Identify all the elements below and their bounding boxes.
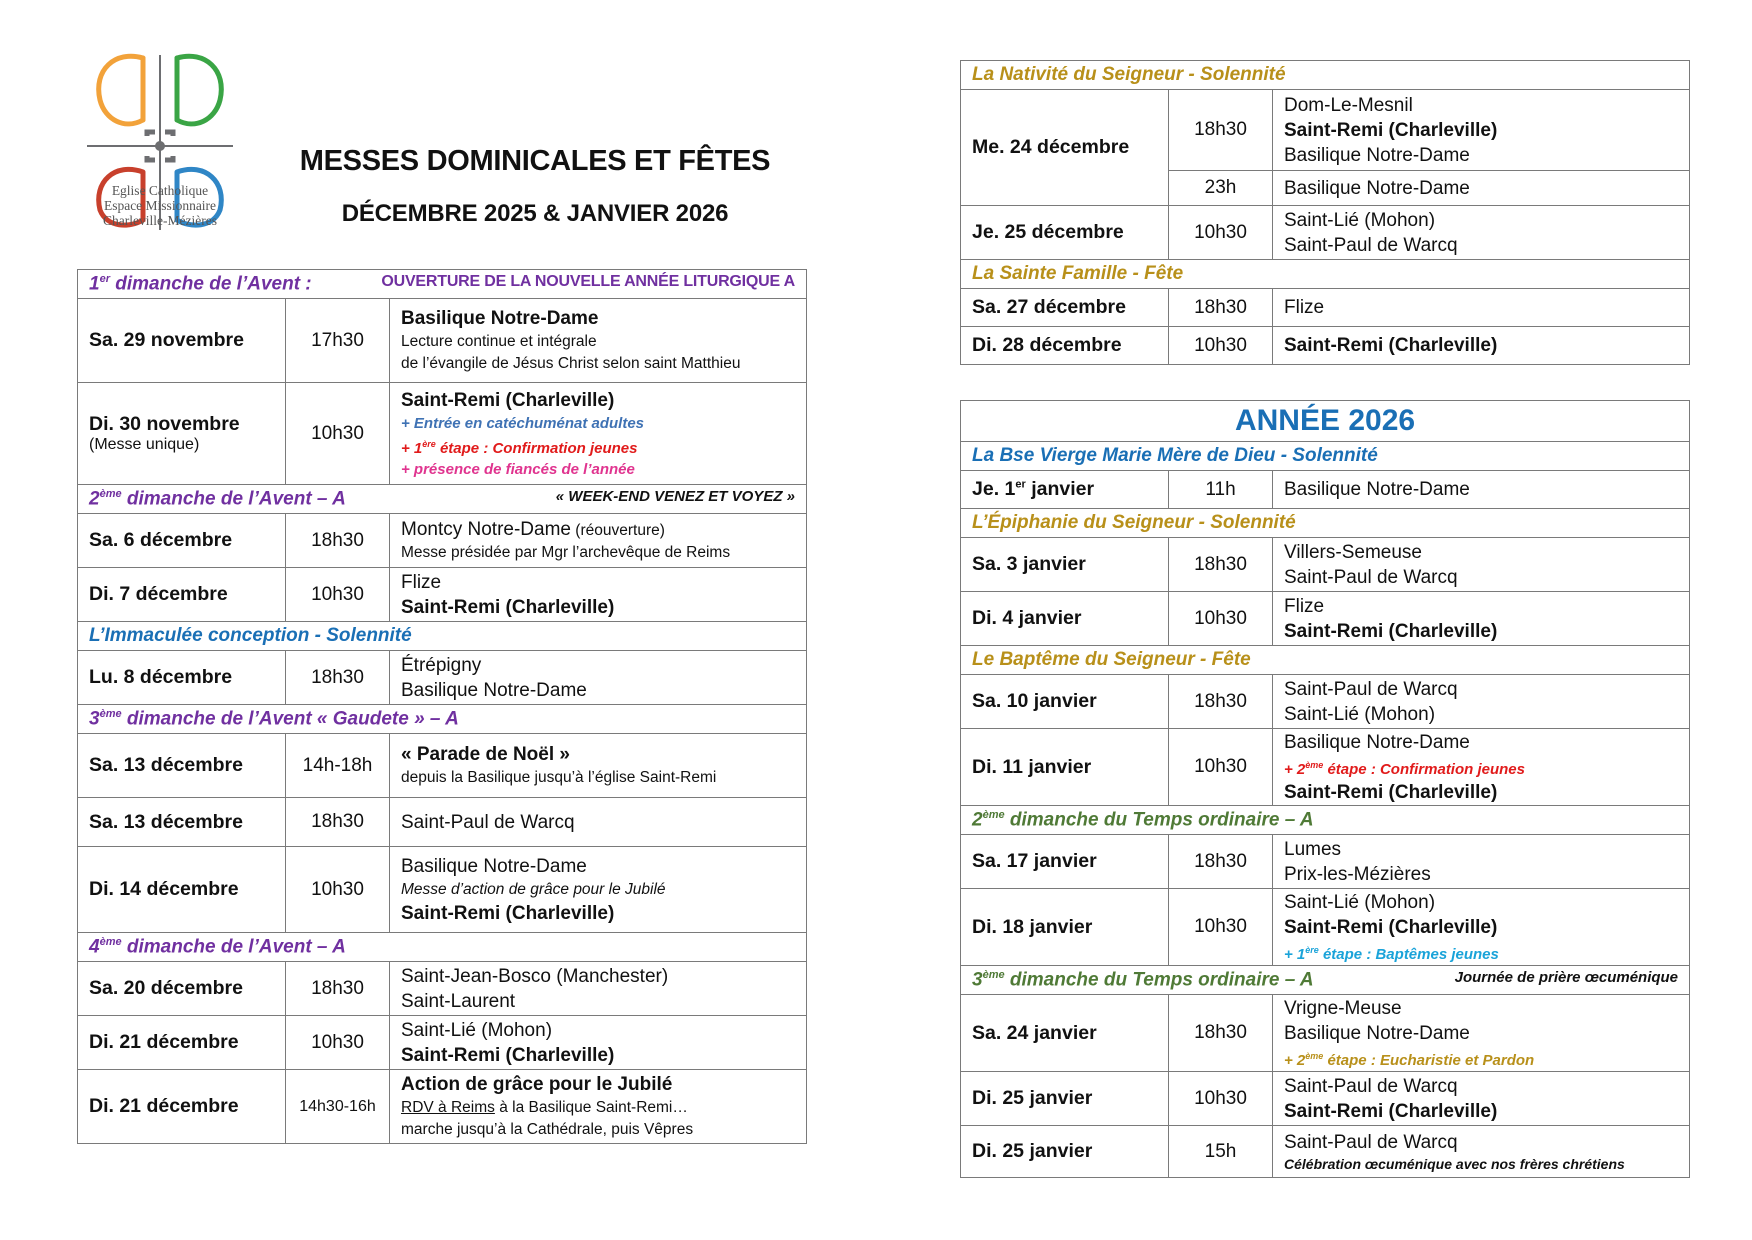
table-row <box>78 651 807 705</box>
row-date: Di. 18 janvier <box>961 889 1169 966</box>
ordinal: 4 <box>89 936 100 958</box>
table-row <box>961 1126 1690 1178</box>
table-row <box>961 90 1690 171</box>
row-time: 10h30 <box>286 847 390 933</box>
row-time: 10h30 <box>1169 889 1273 966</box>
ordinal-sup: ème <box>982 808 1005 821</box>
logo-line: Charleville-Mézières <box>103 213 217 228</box>
place-name: Basilique Notre-Dame <box>401 308 599 329</box>
section-title: dimanche du Temps ordinaire – A <box>1004 809 1314 831</box>
ordinal: 3 <box>89 708 100 730</box>
row-time: 10h30 <box>1169 592 1273 646</box>
row-date-note: (Messe unique) <box>89 436 200 453</box>
row-time: 17h30 <box>286 299 390 383</box>
table-row <box>78 734 807 798</box>
place-name: Saint-Remi (Charleville) <box>401 596 615 618</box>
table-row <box>961 729 1690 806</box>
place-name: Basilique Notre-Dame <box>401 679 587 701</box>
section-note: « WEEK-END VENEZ ET VOYEZ » <box>555 487 795 505</box>
ordinal: 1 <box>89 273 100 295</box>
row-time: 14h-18h <box>286 734 390 798</box>
row-date: Je. 1 <box>972 478 1016 500</box>
place-name: Dom-Le-Mesnil <box>1284 94 1413 116</box>
section-title: L’Épiphanie du Seigneur - Solennité <box>961 509 1690 538</box>
schedule-january <box>960 400 1690 1178</box>
ordinal: 3 <box>972 969 983 991</box>
place-name: « Parade de Noël » <box>401 744 570 765</box>
place-name: Vrigne-Meuse <box>1284 997 1402 1019</box>
row-time: 10h30 <box>286 383 390 485</box>
note-text: étape : Eucharistie et Pardon <box>1323 1051 1535 1069</box>
row-date: Sa. 20 décembre <box>78 962 286 1016</box>
place-name: Basilique Notre-Dame <box>1284 479 1470 500</box>
place-name: Saint-Remi (Charleville) <box>401 902 615 924</box>
place-name: Saint-Paul de Warcq <box>1284 234 1458 256</box>
place-name: Saint-Remi (Charleville) <box>1284 1100 1498 1122</box>
section-header <box>78 705 807 734</box>
table-row <box>961 995 1690 1072</box>
section-header <box>961 260 1690 289</box>
section-header <box>961 966 1690 995</box>
place-name: Basilique Notre-Dame <box>1284 144 1470 166</box>
row-date: janvier <box>1025 478 1095 500</box>
table-row <box>78 299 807 383</box>
row-date: Sa. 13 décembre <box>78 798 286 847</box>
place-note: marche jusqu’à la Cathédrale, puis Vêpres <box>401 1121 694 1138</box>
row-date: Sa. 17 janvier <box>961 835 1169 889</box>
place-name: Saint-Jean-Bosco (Manchester) <box>401 965 669 987</box>
event-note <box>1284 940 1678 965</box>
place-name: Action de grâce pour le Jubilé <box>401 1074 673 1095</box>
row-time: 10h30 <box>1169 729 1273 806</box>
page-subtitle: DÉCEMBRE 2025 & JANVIER 2026 <box>341 200 729 227</box>
section-title: La Sainte Famille - Fête <box>961 260 1690 289</box>
place-note: Lecture continue et intégrale <box>401 333 597 350</box>
section-note: Journée de prière œcuménique <box>1454 968 1679 986</box>
place-name: Saint-Lié (Mohon) <box>1284 891 1436 913</box>
row-time: 18h30 <box>1169 289 1273 327</box>
place-name: Flize <box>1284 595 1325 617</box>
place-name: Saint-Lié (Mohon) <box>1284 209 1436 231</box>
section-header <box>961 646 1690 675</box>
logo-line: Espace Missionnaire <box>103 198 217 213</box>
place-note: Messe d’action de grâce pour le Jubilé <box>401 880 666 898</box>
section-header <box>961 509 1690 538</box>
row-time: 18h30 <box>286 798 390 847</box>
place-name: Basilique Notre-Dame <box>1284 731 1470 753</box>
place-name: Flize <box>401 571 442 593</box>
table-row <box>961 206 1690 260</box>
row-date: Di. 14 décembre <box>78 847 286 933</box>
place-name: Saint-Remi (Charleville) <box>1284 781 1498 803</box>
row-date: Di. 25 janvier <box>961 1072 1169 1126</box>
note-sup: ère <box>422 438 436 449</box>
section-header <box>961 442 1690 471</box>
table-row <box>78 514 807 568</box>
place-name: Saint-Paul de Warcq <box>401 811 575 833</box>
schedule-christmas <box>960 60 1690 365</box>
row-date: Je. 25 décembre <box>961 206 1169 260</box>
row-date: Sa. 13 décembre <box>78 734 286 798</box>
table-row <box>78 1016 807 1070</box>
logo-caption <box>70 183 250 228</box>
table-row <box>78 383 807 485</box>
place-name: Étrépigny <box>401 654 482 676</box>
note-sup: ème <box>1305 759 1324 770</box>
place-name: Basilique Notre-Dame <box>1284 1022 1470 1044</box>
row-time: 18h30 <box>1169 538 1273 592</box>
year-header <box>961 401 1690 442</box>
row-date: Sa. 3 janvier <box>961 538 1169 592</box>
place-name: Basilique Notre-Dame <box>401 855 587 877</box>
section-header <box>961 806 1690 835</box>
row-date: Sa. 29 novembre <box>78 299 286 383</box>
section-title: L’Immaculée conception - Solennité <box>78 622 807 651</box>
row-time: 18h30 <box>1169 90 1273 171</box>
note-text: étape : Confirmation jeunes <box>435 439 638 457</box>
row-time: 18h30 <box>1169 835 1273 889</box>
note-prefix: + 1 <box>401 439 423 457</box>
table-row <box>961 889 1690 966</box>
place-name: Saint-Remi (Charleville) <box>401 389 615 411</box>
section-title: dimanche de l’Avent – A <box>121 936 346 958</box>
event-note <box>401 434 795 459</box>
section-header <box>78 933 807 962</box>
row-date: Di. 11 janvier <box>961 729 1169 806</box>
table-row <box>961 592 1690 646</box>
ordinal: 2 <box>89 488 100 510</box>
section-header <box>78 270 807 299</box>
ordinal: 2 <box>972 809 983 831</box>
ordinal-sup: ème <box>99 487 122 500</box>
event-note: + présence de fiancés de l’année <box>401 460 635 478</box>
event-note <box>1284 755 1678 780</box>
row-date: Di. 7 décembre <box>78 568 286 622</box>
row-time: 10h30 <box>1169 1072 1273 1126</box>
note-sup: ère <box>1305 944 1319 955</box>
logo-heart-orange <box>99 56 143 124</box>
section-title: La Bse Vierge Marie Mère de Dieu - Solennité <box>961 442 1690 471</box>
row-date: Di. 4 janvier <box>961 592 1169 646</box>
place-link-text: RDV à Reims <box>401 1099 495 1116</box>
row-time: 14h30-16h <box>286 1070 390 1144</box>
place-note: depuis la Basilique jusqu’à l’église Saint-Remi <box>401 769 717 786</box>
place-name: Prix-les-Mézières <box>1284 863 1431 885</box>
table-row <box>961 327 1690 365</box>
place-note: de l’évangile de Jésus Christ selon saint Matthieu <box>401 355 741 372</box>
row-time: 18h30 <box>286 962 390 1016</box>
ordinal-sup: ème <box>99 935 122 948</box>
place-name: Saint-Remi (Charleville) <box>1284 620 1498 642</box>
row-time: 18h30 <box>286 651 390 705</box>
section-title: La Nativité du Seigneur - Solennité <box>961 61 1690 90</box>
table-row <box>961 538 1690 592</box>
place-name: Lumes <box>1284 838 1342 860</box>
place-name: Saint-Lié (Mohon) <box>401 1019 553 1041</box>
table-row <box>961 835 1690 889</box>
section-note: OUVERTURE DE LA NOUVELLE ANNÉE LITURGIQUE A <box>381 272 795 290</box>
table-row <box>78 1070 807 1144</box>
section-title: dimanche de l’Avent : <box>109 273 312 295</box>
logo-line: Eglise Catholique <box>111 183 209 198</box>
row-time: 18h30 <box>1169 675 1273 729</box>
section-header <box>78 485 807 514</box>
row-time: 10h30 <box>1169 206 1273 260</box>
row-date: Di. 25 janvier <box>961 1126 1169 1178</box>
table-row <box>78 962 807 1016</box>
section-title: dimanche de l’Avent « Gaudete » – A <box>121 708 459 730</box>
ordinal-sup: ème <box>99 707 122 720</box>
place-note: Célébration œcuménique avec nos frères chrétiens <box>1284 1155 1625 1172</box>
section-title: dimanche du Temps ordinaire – A <box>1004 969 1314 991</box>
place-note: Messe présidée par Mgr l’archevêque de Reims <box>401 544 731 561</box>
section-header <box>961 61 1690 90</box>
note-text: étape : Baptêmes jeunes <box>1318 945 1499 963</box>
page-title: MESSES DOMINICALES ET FÊTES <box>299 145 771 177</box>
section-title: Le Baptême du Seigneur - Fête <box>961 646 1690 675</box>
row-date: Di. 28 décembre <box>961 327 1169 365</box>
row-date: Sa. 24 janvier <box>961 995 1169 1072</box>
row-date: Sa. 6 décembre <box>78 514 286 568</box>
table-row <box>961 1072 1690 1126</box>
place-name: Saint-Remi (Charleville) <box>1284 916 1498 938</box>
event-note: + Entrée en catéchuménat adultes <box>401 414 645 432</box>
place-name: Saint-Remi (Charleville) <box>1284 335 1498 356</box>
note-prefix: + 2 <box>1284 1051 1306 1069</box>
row-time: 18h30 <box>286 514 390 568</box>
place-note: (réouverture) <box>571 522 665 539</box>
place-name: Flize <box>1284 297 1325 318</box>
year-title: ANNÉE 2026 <box>961 401 1690 442</box>
row-date: Sa. 27 décembre <box>961 289 1169 327</box>
table-row <box>961 471 1690 509</box>
row-date: Di. 30 novembre <box>89 413 240 435</box>
row-time: 10h30 <box>1169 327 1273 365</box>
table-row <box>78 798 807 847</box>
row-time: 23h <box>1169 171 1273 206</box>
place-name: Saint-Paul de Warcq <box>1284 566 1458 588</box>
note-prefix: + 1 <box>1284 945 1306 963</box>
note-text: étape : Confirmation jeunes <box>1323 760 1525 778</box>
section-header <box>78 622 807 651</box>
note-sup: ème <box>1305 1050 1324 1061</box>
row-time: 15h <box>1169 1126 1273 1178</box>
place-name: Basilique Notre-Dame <box>1284 177 1470 199</box>
row-date: Di. 21 décembre <box>78 1016 286 1070</box>
ordinal-sup: er <box>99 272 110 285</box>
place-name: Montcy Notre-Dame <box>401 519 571 540</box>
ordinal-sup: ème <box>982 968 1005 981</box>
row-date: Me. 24 décembre <box>961 90 1169 206</box>
note-prefix: + 2 <box>1284 760 1306 778</box>
place-name: Saint-Paul de Warcq <box>1284 1075 1458 1097</box>
event-note <box>1284 1046 1678 1071</box>
place-name: Saint-Remi (Charleville) <box>1284 119 1498 141</box>
row-time: 11h <box>1169 471 1273 509</box>
logo-heart-green <box>177 56 221 124</box>
row-time: 10h30 <box>286 1016 390 1070</box>
place-name: Saint-Laurent <box>401 990 516 1012</box>
place-name: Saint-Paul de Warcq <box>1284 1131 1458 1153</box>
row-date: Lu. 8 décembre <box>78 651 286 705</box>
place-name: Villers-Semeuse <box>1284 541 1422 563</box>
place-note: à la Basilique Saint-Remi… <box>494 1099 688 1116</box>
row-date: Sa. 10 janvier <box>961 675 1169 729</box>
row-time: 18h30 <box>1169 995 1273 1072</box>
place-name: Saint-Paul de Warcq <box>1284 678 1458 700</box>
date-sup: er <box>1015 478 1026 491</box>
section-title: dimanche de l’Avent – A <box>121 488 346 510</box>
table-row <box>78 568 807 622</box>
row-date: Di. 21 décembre <box>78 1070 286 1144</box>
table-row <box>961 289 1690 327</box>
table-row <box>78 847 807 933</box>
place-name: Saint-Remi (Charleville) <box>401 1044 615 1066</box>
table-row <box>961 675 1690 729</box>
row-time: 10h30 <box>286 568 390 622</box>
place-name: Saint-Lié (Mohon) <box>1284 703 1436 725</box>
schedule-december <box>77 269 807 1144</box>
